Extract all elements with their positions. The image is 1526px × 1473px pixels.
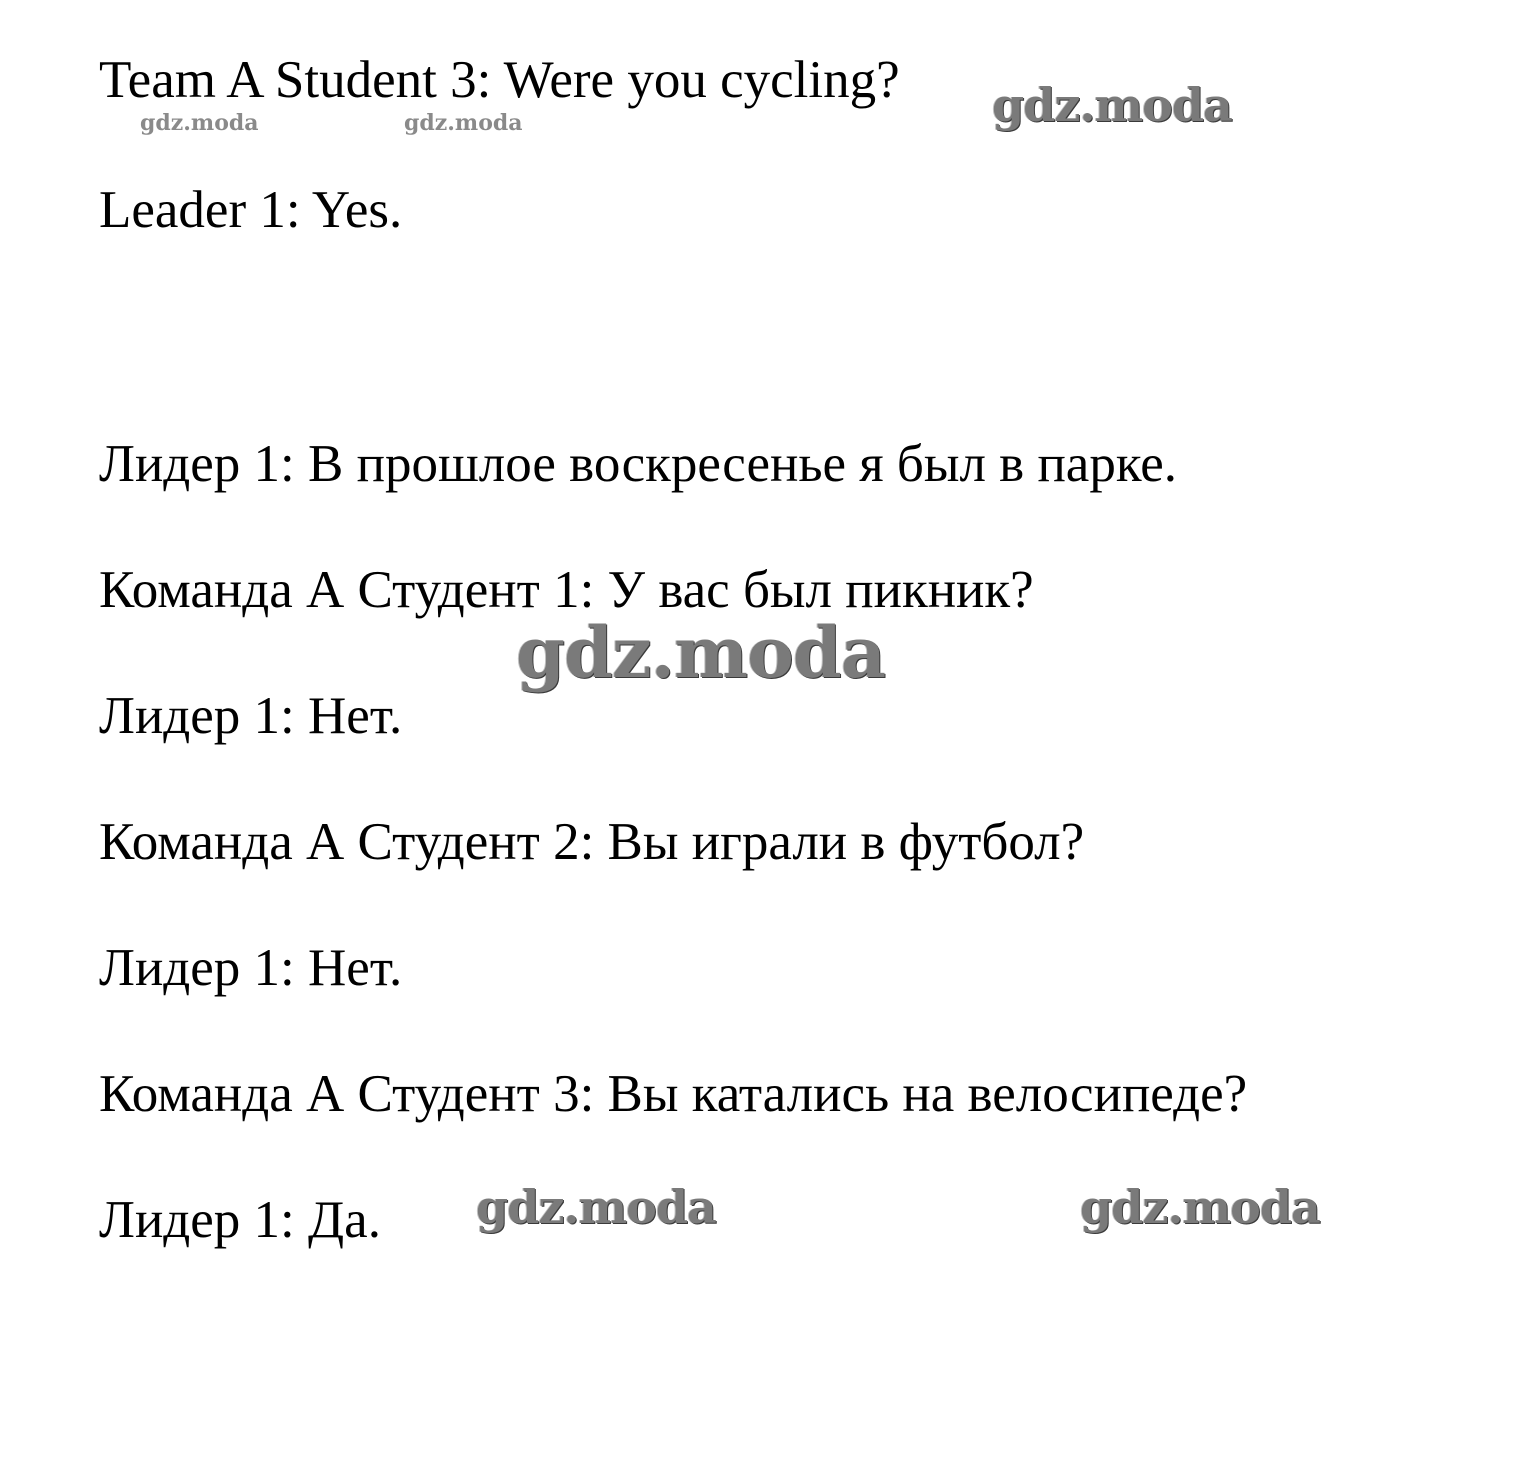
watermark: gdz.moda bbox=[992, 78, 1232, 132]
watermark: gdz.moda bbox=[1080, 1180, 1320, 1234]
line-russian-answer-3: Лидер 1: Да. bbox=[99, 1191, 381, 1249]
watermark: gdz.moda bbox=[140, 110, 259, 136]
line-russian-answer-1: Лидер 1: Нет. bbox=[99, 687, 403, 745]
line-russian-question-3: Команда А Студент 3: Вы катались на велосипеде? bbox=[99, 1065, 1248, 1123]
line-english-answer: Leader 1: Yes. bbox=[99, 181, 403, 239]
watermark: gdz.moda bbox=[404, 110, 523, 136]
watermark: gdz.moda bbox=[476, 1180, 716, 1234]
watermark: gdz.moda bbox=[516, 611, 886, 694]
line-russian-question-2: Команда А Студент 2: Вы играли в футбол? bbox=[99, 813, 1085, 871]
line-russian-question-1: Команда А Студент 1: У вас был пикник? bbox=[99, 561, 1034, 619]
line-russian-answer-2: Лидер 1: Нет. bbox=[99, 939, 403, 997]
line-english-question: Team A Student 3: Were you cycling? bbox=[99, 51, 900, 109]
line-russian-statement: Лидер 1: В прошлое воскресенье я был в парке. bbox=[99, 435, 1178, 493]
